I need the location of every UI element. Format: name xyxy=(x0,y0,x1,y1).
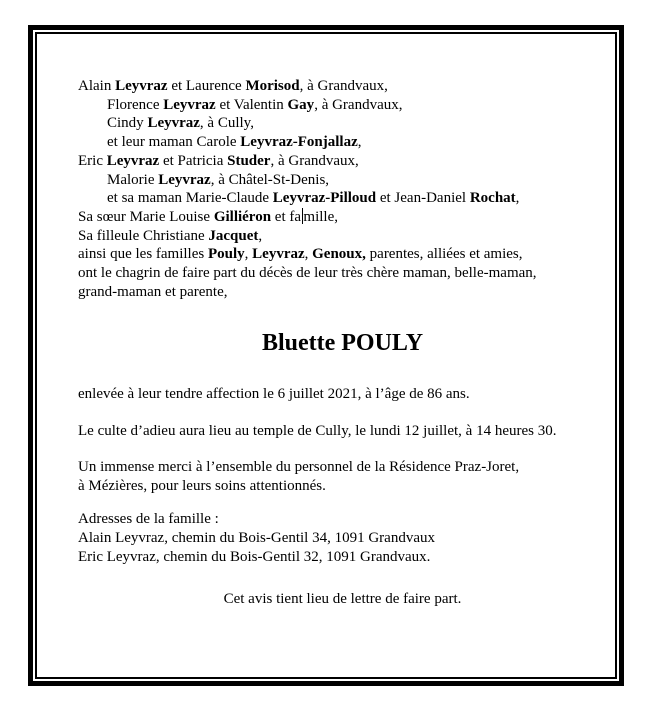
text-segment: , à Grandvaux, xyxy=(299,78,388,94)
text-segment: et Valentin xyxy=(215,96,288,113)
family-surname-bold: Leyvraz-Pilloud xyxy=(272,190,377,207)
text-segment: ont le chagrin de faire part du décès de leur très chère maman, belle-maman, xyxy=(78,265,537,282)
thanks-line-2: à Mézières, pour leurs soins attentionnés. xyxy=(78,477,326,494)
family-line xyxy=(78,208,607,227)
text-segment: Eric xyxy=(78,152,107,169)
text-segment: Florence xyxy=(107,96,164,113)
family-line xyxy=(78,96,607,115)
text-segment: mille, xyxy=(303,208,338,225)
family-line xyxy=(78,133,607,152)
family-surname-bold: Leyvraz xyxy=(163,96,216,113)
family-surname-bold: Pouly xyxy=(207,246,245,263)
text-segment: et Jean-Daniel xyxy=(376,190,470,207)
family-line xyxy=(78,227,607,246)
family-line xyxy=(78,171,607,190)
text-segment: Sa filleule Christiane xyxy=(78,227,209,244)
text-segment: , à Cully, xyxy=(199,115,254,132)
announcement-inner-border xyxy=(35,32,617,679)
family-surname-bold: Leyvraz xyxy=(252,246,305,263)
addresses-paragraph xyxy=(78,510,607,566)
text-segment: Malorie xyxy=(107,171,159,188)
thanks-line-1: Un immense merci à l’ensemble du personnel de la Résidence Praz-Joret, xyxy=(78,458,520,475)
death-notice: enlevée à leur tendre affection le 6 juillet 2021, à l’âge de 86 ans. xyxy=(78,386,470,403)
family-surname-bold: Leyvraz-Fonjallaz xyxy=(240,134,358,151)
family-line xyxy=(78,114,607,133)
text-segment: parentes, alliées et amies, xyxy=(365,246,523,263)
text-segment: , xyxy=(515,190,520,207)
text-segment: , à Grandvaux, xyxy=(270,152,359,169)
deceased-name: Bluette POULY xyxy=(261,330,424,357)
family-surname-bold: Morisod xyxy=(245,78,300,94)
family-surname-bold: Leyvraz xyxy=(147,115,200,132)
thanks-paragraph xyxy=(78,458,607,495)
family-surname-bold: Jacquet xyxy=(208,227,259,244)
address-eric-leyvraz: Eric Leyvraz, chemin du Bois-Gentil 32, 1091 Grandvaux. xyxy=(78,548,431,565)
family-lines xyxy=(78,77,607,301)
family-line xyxy=(78,189,607,208)
text-segment: Alain xyxy=(78,78,116,94)
text-segment: , à Châtel-St-Denis, xyxy=(210,171,330,188)
family-surname-bold: Leyvraz xyxy=(158,171,211,188)
announcement-frame xyxy=(28,25,624,686)
family-surname-bold: Gilliéron xyxy=(213,208,272,225)
family-line xyxy=(78,283,607,302)
text-segment: Cindy xyxy=(107,115,148,132)
address-alain-leyvraz: Alain Leyvraz, chemin du Bois-Gentil 34, 1091 Grandvaux xyxy=(78,529,435,546)
text-segment: grand-maman et parente, xyxy=(78,283,228,300)
ceremony-info: Le culte d’adieu aura lieu au temple de Cully, le lundi 12 juillet, à 14 heures 30. xyxy=(78,423,557,440)
text-segment: et Laurence xyxy=(167,78,246,94)
text-segment: Sa sœur Marie Louise xyxy=(78,208,214,225)
family-surname-bold: Leyvraz xyxy=(106,152,160,169)
family-surname-bold: Studer xyxy=(227,152,271,169)
family-line xyxy=(78,264,607,283)
family-line xyxy=(78,152,607,171)
text-segment: et fa xyxy=(271,208,302,225)
family-surname-bold: Genoux, xyxy=(312,246,366,263)
text-segment: ainsi que les familles xyxy=(78,246,208,263)
family-line xyxy=(78,77,607,96)
family-line xyxy=(78,245,607,264)
family-surname-bold: Rochat xyxy=(469,190,516,207)
text-segment: , xyxy=(244,246,253,263)
text-segment: , xyxy=(258,227,263,244)
text-segment: et leur maman Carole xyxy=(107,134,241,151)
family-surname-bold: Gay xyxy=(287,96,315,113)
addresses-heading: Adresses de la famille : xyxy=(78,511,219,528)
text-segment: et Patricia xyxy=(159,152,228,169)
text-segment: , xyxy=(304,246,313,263)
closing-note: Cet avis tient lieu de lettre de faire part. xyxy=(223,591,462,608)
text-segment: , à Grandvaux, xyxy=(314,96,403,113)
text-segment: , xyxy=(357,134,362,151)
family-surname-bold: Leyvraz xyxy=(115,78,168,94)
announcement-content[interactable] xyxy=(78,77,607,609)
text-segment: et sa maman Marie-Claude xyxy=(107,190,273,207)
